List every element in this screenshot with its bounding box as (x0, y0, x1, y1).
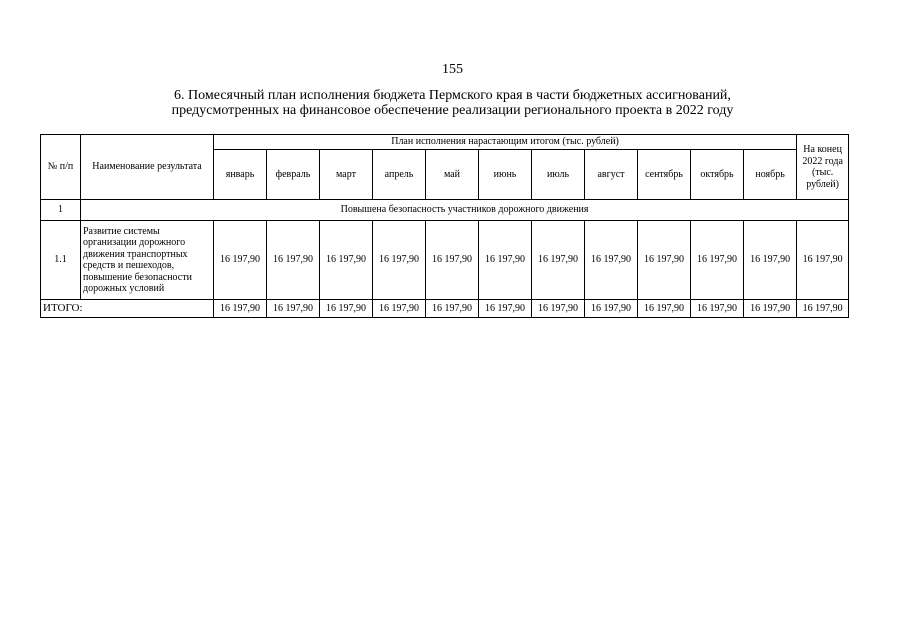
row-value: 16 197,90 (320, 221, 373, 300)
total-value: 16 197,90 (214, 300, 267, 318)
header-month: январь (214, 150, 267, 200)
header-name: Наименование результата (81, 135, 214, 200)
section-title: Повышена безопасность участников дорожного движения (81, 200, 849, 221)
header-month: март (320, 150, 373, 200)
header-month: июнь (479, 150, 532, 200)
header-month: ноябрь (744, 150, 797, 200)
row-value: 16 197,90 (479, 221, 532, 300)
total-year-end: 16 197,90 (797, 300, 849, 318)
row-num: 1.1 (41, 221, 81, 300)
section-row (41, 200, 849, 221)
total-value: 16 197,90 (744, 300, 797, 318)
section-num: 1 (41, 200, 81, 221)
document-title (40, 88, 865, 118)
row-value: 16 197,90 (373, 221, 426, 300)
total-label: ИТОГО: (41, 300, 214, 318)
header-month: май (426, 150, 479, 200)
row-value: 16 197,90 (426, 221, 479, 300)
header-year-end: На конец 2022 года (тыс. рублей) (797, 135, 849, 200)
total-row (41, 300, 849, 318)
header-month: февраль (267, 150, 320, 200)
header-month: август (585, 150, 638, 200)
row-name: Развитие системы организации дорожного движения транспортных средств и пешеходов, повышение безопасности дорожных условий (81, 221, 214, 300)
total-value: 16 197,90 (373, 300, 426, 318)
budget-plan-table (40, 134, 849, 318)
row-value: 16 197,90 (267, 221, 320, 300)
row-value: 16 197,90 (532, 221, 585, 300)
table-row (41, 221, 849, 300)
total-value: 16 197,90 (320, 300, 373, 318)
header-num: № п/п (41, 135, 81, 200)
row-value: 16 197,90 (691, 221, 744, 300)
total-value: 16 197,90 (426, 300, 479, 318)
row-value: 16 197,90 (585, 221, 638, 300)
header-month: октябрь (691, 150, 744, 200)
page-number: 155 (442, 62, 463, 77)
row-value: 16 197,90 (744, 221, 797, 300)
title-line-2: предусмотренных на финансовое обеспечение реализации регионального проекта в 2022 году (171, 103, 734, 118)
total-value: 16 197,90 (691, 300, 744, 318)
total-value: 16 197,90 (532, 300, 585, 318)
row-year-end: 16 197,90 (797, 221, 849, 300)
header-plan-group: План исполнения нарастающим итогом (тыс. рублей) (214, 135, 797, 150)
row-value: 16 197,90 (214, 221, 267, 300)
total-value: 16 197,90 (638, 300, 691, 318)
total-value: 16 197,90 (585, 300, 638, 318)
header-month: апрель (373, 150, 426, 200)
row-value: 16 197,90 (638, 221, 691, 300)
title-line-1: 6. Помесячный план исполнения бюджета Пермского края в части бюджетных ассигнований, (174, 88, 731, 103)
total-value: 16 197,90 (267, 300, 320, 318)
header-month: сентябрь (638, 150, 691, 200)
total-value: 16 197,90 (479, 300, 532, 318)
header-month: июль (532, 150, 585, 200)
